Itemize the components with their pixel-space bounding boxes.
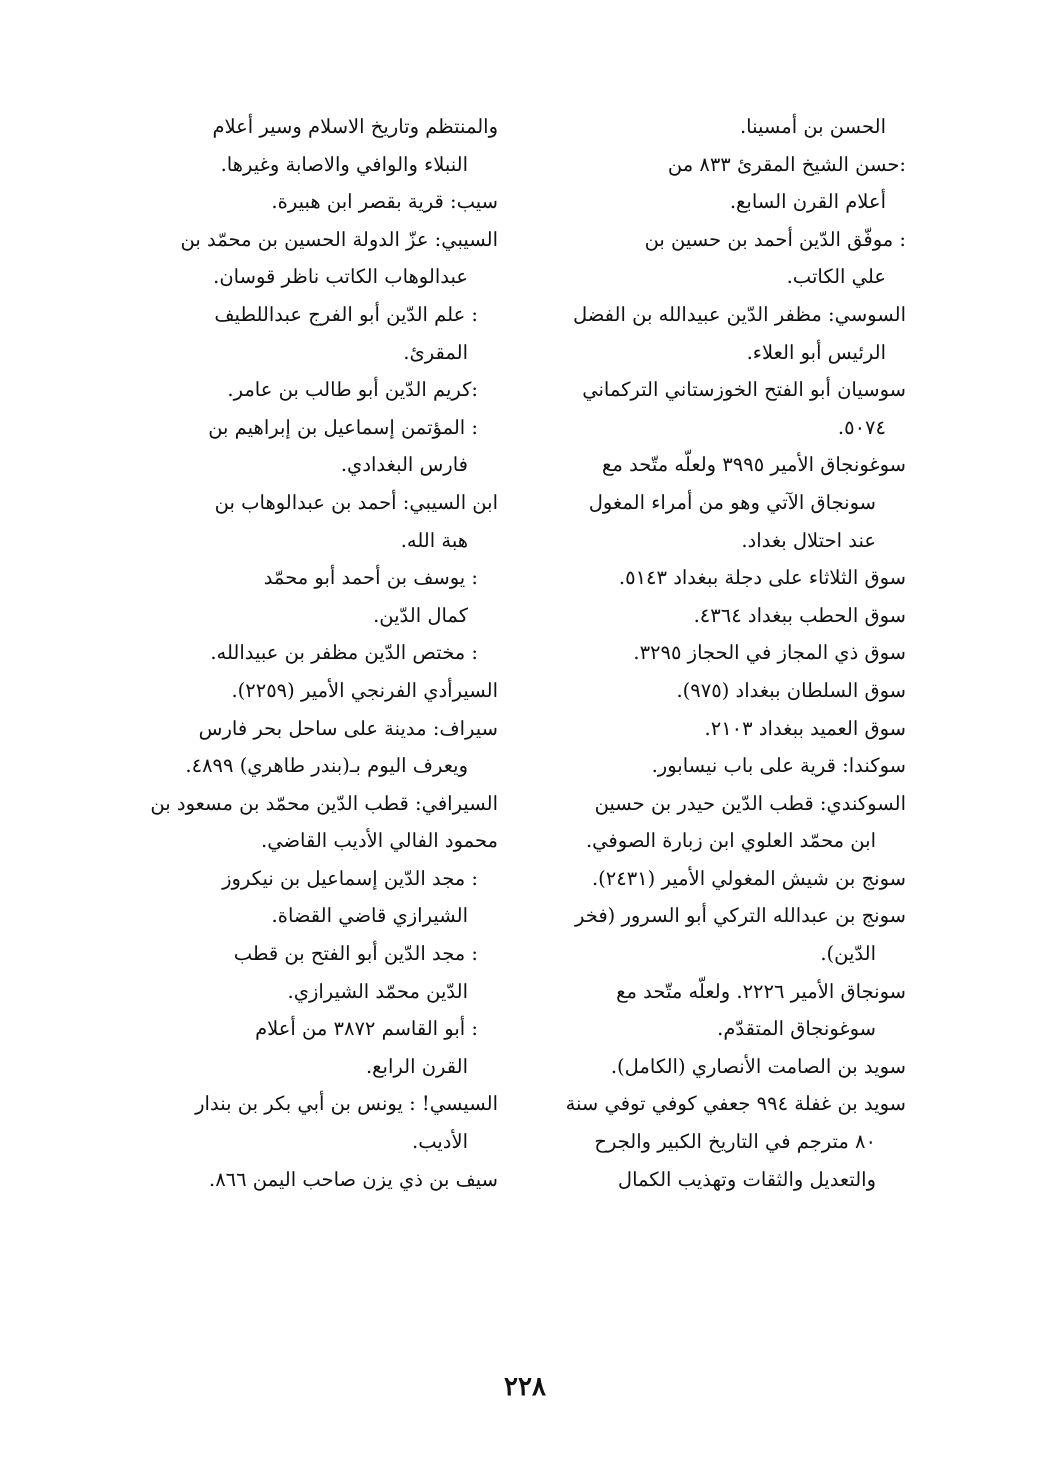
text-line: عبدالوهاب الكاتب ناظر قوسان.	[213, 265, 468, 289]
text-line: فارس البغدادي.	[340, 453, 468, 477]
text-line: سويد بن الصامت الأنصاري (الكامل).	[610, 1054, 906, 1078]
text-line: سونجاق الأمير ٢٢٢٦. ولعلّه متّحد مع	[616, 979, 906, 1003]
text-line: الرئيس أبو العلاء.	[746, 340, 886, 364]
text-line: النبلاء والوافي والاصابة وغيرها.	[220, 152, 468, 176]
text-line: محمود الفالي الأديب القاضي.	[261, 829, 498, 853]
text-line: المقرئ.	[403, 340, 468, 364]
text-line: سوق ذي المجاز في الحجاز ٣٢٩٥.	[633, 641, 906, 665]
text-line: علي الكاتب.	[786, 265, 886, 289]
text-line: : مجد الدّين إسماعيل بن نيكروز	[222, 866, 478, 890]
text-line: سوق العميد ببغداد ٢١٠٣.	[704, 716, 906, 740]
text-line: سوغونجاق الأمير ٣٩٩٥ ولعلّه متّحد مع	[602, 453, 906, 477]
text-line: كمال الدّين.	[373, 603, 468, 627]
text-line: سوق الحطب ببغداد ٤٣٦٤.	[693, 603, 906, 627]
text-line: سوغونجاق المتقدّم.	[717, 1017, 876, 1041]
text-line: ٨٠ مترجم في التاريخ الكبير والجرح	[594, 1130, 876, 1154]
text-line: :كريم الدّين أبو طالب بن عامر.	[227, 378, 478, 402]
text-line: سوسيان أبو الفتح الخوزستاني التركماني	[582, 378, 906, 402]
text-line: ابن السيبي: أحمد بن عبدالوهاب بن	[214, 490, 498, 514]
text-line: السيرأدي الفرنجي الأمير (٢٢٥٩).	[231, 678, 498, 702]
text-line: : مجد الدّين أبو الفتح بن قطب	[233, 942, 478, 966]
text-line: الشيرازي قاضي القضاة.	[271, 904, 468, 928]
text-line: ويعرف اليوم بـ(بندر طاهري) ٤٨٩٩.	[185, 754, 468, 778]
text-line: سوق السلطان ببغداد (٩٧٥).	[676, 678, 906, 702]
text-line: سونج بن شيش المغولي الأمير (٢٤٣١).	[591, 866, 906, 890]
text-line: : علم الدّين أبو الفرج عبداللطيف	[214, 302, 478, 326]
text-line: ٥٠٧٤.	[837, 415, 886, 439]
text-line: السوسي: مظفر الدّين عبيدالله بن الفضل	[573, 302, 906, 326]
text-line: : أبو القاسم ٣٨٧٢ من أعلام	[255, 1017, 478, 1041]
text-line: الدّين محمّد الشيرازي.	[287, 979, 468, 1003]
text-line: سيب: قرية بقصر ابن هبيرة.	[271, 190, 498, 214]
text-line: السيرافي: قطب الدّين محمّد بن مسعود بن	[150, 791, 498, 815]
right-text-column	[526, 108, 906, 1198]
text-line: الأديب.	[412, 1130, 468, 1154]
text-line: سيف بن ذي يزن صاحب اليمن ٨٦٦.	[208, 1167, 498, 1191]
text-line: : يوسف بن أحمد أبو محمّد	[263, 566, 478, 590]
text-line: والمنتظم وتاريخ الاسلام وسير أعلام	[212, 115, 498, 138]
text-line: سوق الثلاثاء على دجلة ببغداد ٥١٤٣.	[618, 566, 906, 590]
text-line: سيراف: مدينة على ساحل بحر فارس	[198, 716, 498, 740]
page-number: ٢٢٨	[504, 1372, 546, 1402]
left-text-column	[118, 108, 498, 1198]
text-line: : مختص الدّين مظفر بن عبيدالله.	[210, 641, 478, 665]
text-line: ابن محمّد العلوي ابن زبارة الصوفي.	[585, 829, 876, 853]
text-line: سونج بن عبدالله التركي أبو السرور (فخر	[575, 904, 906, 928]
text-line: سونجاق الآتي وهو من أمراء المغول	[588, 490, 876, 514]
text-line: هبة الله.	[400, 528, 468, 552]
text-line: عند احتلال بغداد.	[741, 528, 876, 552]
text-line: القرن الرابع.	[365, 1054, 468, 1078]
text-line: :حسن الشيخ المقرئ ٨٣٣ من	[667, 152, 906, 176]
text-line: الحسن بن أمسينا.	[739, 115, 886, 138]
text-line: السيبي: عزّ الدولة الحسين بن محمّد بن	[180, 227, 498, 251]
text-line: : المؤتمن إسماعيل بن إبراهيم بن	[208, 415, 478, 439]
text-line: السوكندي: قطب الدّين حيدر بن حسين	[594, 791, 906, 815]
text-line: والتعديل والثقات وتهذيب الكمال	[617, 1167, 876, 1191]
text-line: السيسي! : يونس بن أبي بكر بن بندار	[195, 1092, 498, 1116]
text-line: سويد بن غفلة ٩٩٤ جعفي كوفي توفي سنة	[565, 1092, 906, 1116]
text-line: أعلام القرن السابع.	[729, 190, 886, 214]
text-line: سوكندا: قرية على باب نيسابور.	[651, 754, 906, 778]
text-line: الدّين).	[820, 942, 876, 966]
text-line: : موفّق الدّين أحمد بن حسين بن	[644, 227, 906, 251]
